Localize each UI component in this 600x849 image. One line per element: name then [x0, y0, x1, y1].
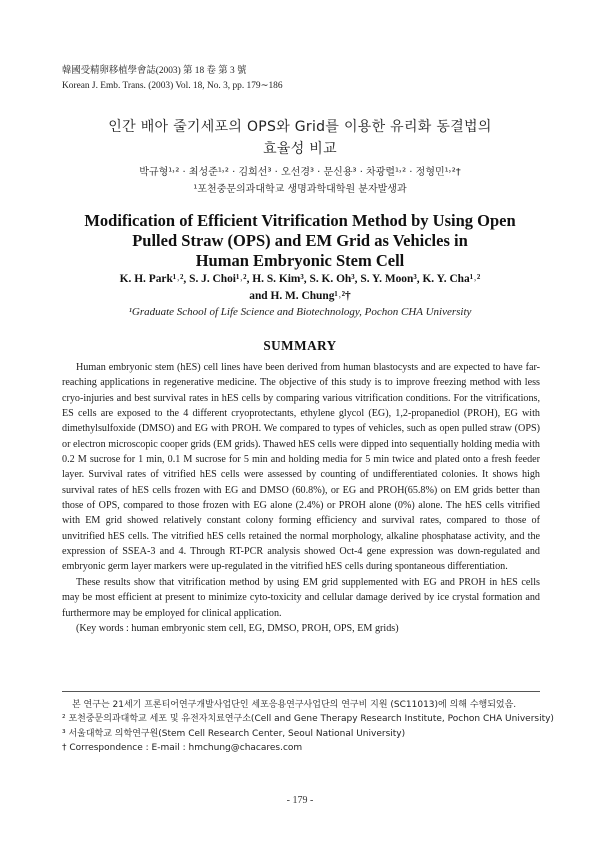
footnote-affiliation-2: ² 포천중문의과대학교 세포 및 유전자치료연구소(Cell and Gene Therapy Research Institute, Pochon CHA University) — [62, 714, 554, 725]
korean-title-line-1: 인간 배아 줄기세포의 OPS와 Grid를 이용한 유리화 동결법의 — [108, 119, 492, 135]
journal-korean: 韓國受精卵移植學會誌(2003) 第 18 卷 第 3 號 — [62, 66, 247, 76]
footnotes — [62, 698, 554, 756]
footnote-divider — [62, 691, 540, 692]
footnote-correspondence: † Correspondence : E-mail : hmchung@chacares.com — [62, 743, 303, 754]
journal-citation — [62, 64, 283, 94]
page-number: - 179 - — [286, 795, 314, 806]
footnote-funding: 본 연구는 21세기 프론티어연구개발사업단인 세포응용연구사업단의 연구비 지원 (SC11013)에 의해 수행되었음. — [72, 700, 517, 710]
journal-english: Korean J. Emb. Trans. (2003) Vol. 18, No. 3, pp. 179∼186 — [62, 81, 283, 91]
summary-heading: SUMMARY — [263, 338, 337, 353]
summary-paragraph-1: Human embryonic stem (hES) cell lines have been derived from human blastocysts and are expected to have far-reaching applications in regenerative medicine. The objective of this study is to improve freezing method with less cryo-injuries and best survival rates in hES cells by comparing various vitrification conditions. For the vitrifications, ES cells are exposed to the 4 different cryoprotectants, ethylene glycol (EG), 1,2-propanediol (PROH), EG with dimethylsulfoxide (DMSO) and EG with PROH. We compared to types of vehicles, such as open pulled straw (OPS) or electron microscopic cooper grids (EM grids). Thawed hES cells were dipped into sequentially holding media with 0.2 M sucrose for 1 min, 0.1 M sucrose for 5 min and holding media for 5 min twice and plated onto a fresh feeder layer. Survival rates of vitrified hES cells were assessed by counting of undifferentiated colonies. It shows high survival rates of hES cells frozen with EG and DMSO (60.8%), or EG and PROH(65.8%) on EM grids better than those of OPS, compared to those frozen with EG alone (2.4%) or PROH alone (0%) alone. The hES cells vitrified with EM grid showed relatively constant colony forming efficiency and survival rates, compared to those of unvitrified hES cells. The vitrified hES cells retained the normal morphology, alkaline phosphatase activity, and the expression of SSEA-3 and 4. Through RT-PCR analysis showed Oct-4 gene expression was down-regulated and embryonic germ layer markers were up-regulated in the vitrified hES cells during spontaneous differentiation. — [62, 362, 540, 573]
english-title-line-1: Modification of Efficient Vitrification Method by Using Open — [84, 211, 516, 230]
summary-body — [62, 360, 540, 636]
korean-title-line-2: 효율성 비교 — [263, 141, 337, 157]
summary-paragraph-2: These results show that vitrification method by using EM grid supplemented with EG and PROH in hES cells may be most efficient at present to minimize cyto-toxicity and cellular damage derived by ice crystal formation and furthermore may be employed for clinical application. — [62, 576, 540, 619]
korean-authors: 박규형¹˒² · 최성준¹˒² · 김희선³ · 오선경³ · 문신용³ · 차광렬¹˒² · 정형민¹˒²† — [139, 167, 461, 178]
korean-affiliation: ¹포천중문의과대학교 생명과학대학원 분자발생과 — [193, 184, 407, 195]
keywords: (Key words : human embryonic stem cell, EG, DMSO, PROH, OPS, EM grids) — [76, 622, 399, 634]
english-title-line-2: Pulled Straw (OPS) and EM Grid as Vehicles in — [132, 231, 468, 250]
footnote-affiliation-3: ³ 서울대학교 의학연구원(Stem Cell Research Center, Seoul National University) — [62, 728, 406, 739]
english-affiliation: ¹Graduate School of Life Science and Biotechnology, Pochon CHA University — [128, 306, 472, 318]
english-authors-line-2: and H. M. Chung¹˒²† — [249, 290, 351, 302]
english-authors-line-1: K. H. Park¹˒², S. J. Choi¹˒², H. S. Kim³, S. K. Oh³, S. Y. Moon³, K. Y. Cha¹˒² — [119, 273, 481, 285]
english-title-line-3: Human Embryonic Stem Cell — [195, 251, 405, 270]
